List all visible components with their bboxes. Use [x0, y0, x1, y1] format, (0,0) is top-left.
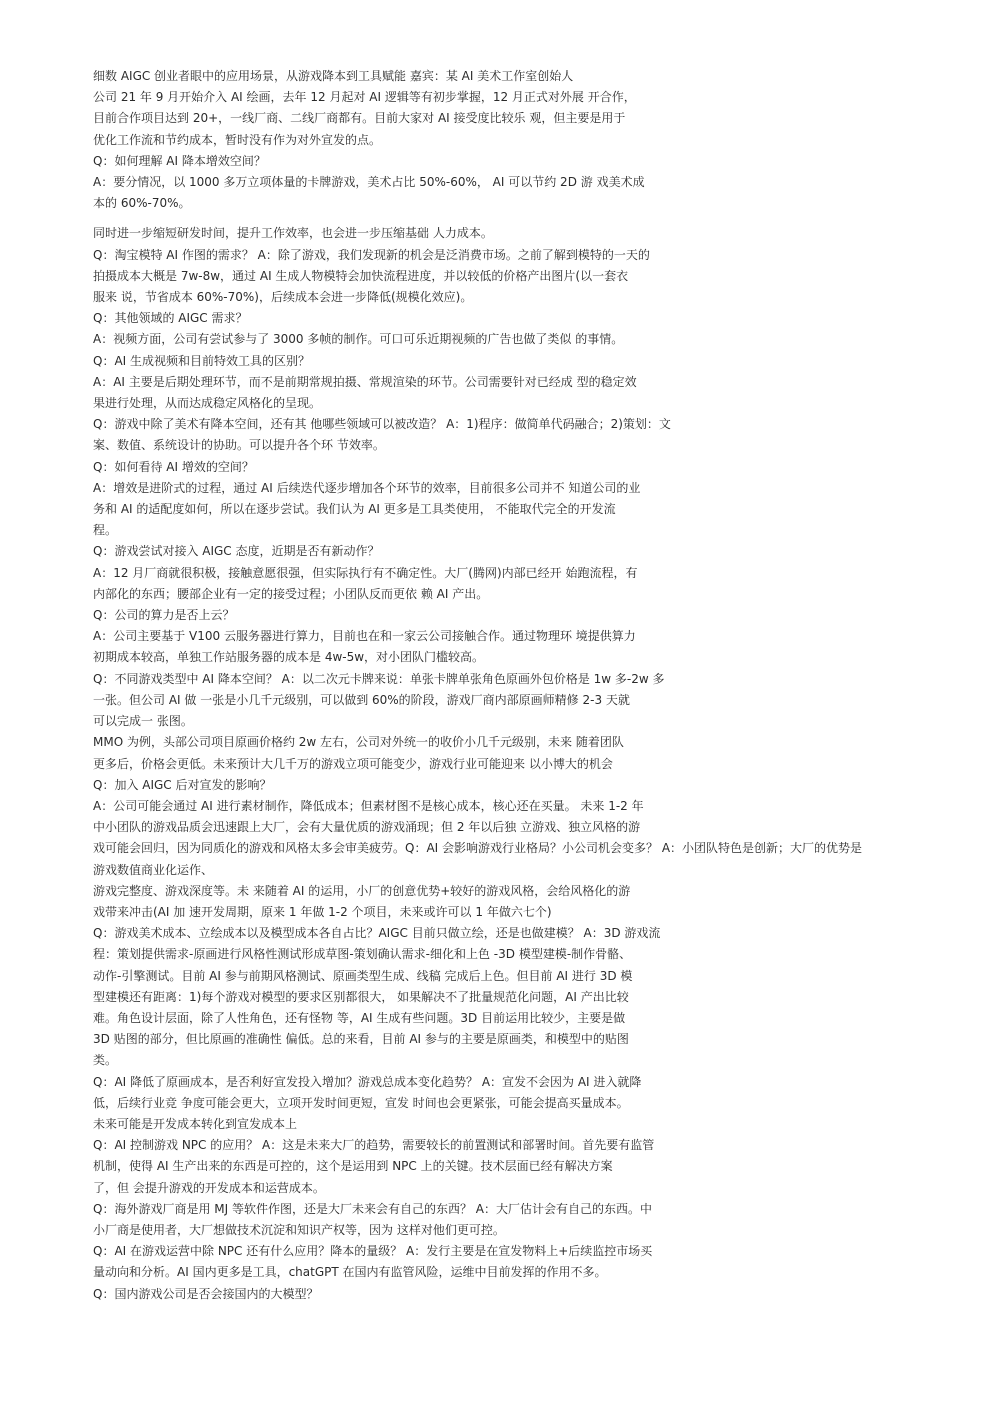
text-line: 了，但 会提升游戏的开发成本和运营成本。 [93, 1180, 325, 1195]
text-line: Q：海外游戏厂商是用 MJ 等软件作图，还是大厂未来会有自己的东西？ A：大厂估计会有自己的东西。中 [93, 1201, 652, 1216]
text-line: 量动向和分析。AI 国内更多是工具，chatGPT 在国内有监管风险，运维中目前发挥的作用不多。 [93, 1265, 607, 1280]
text-line: 内部化的东西；腰部企业有一定的接受过程；小团队反而更依 赖 AI 产出。 [93, 586, 489, 601]
text-line: 务和 AI 的适配度如何，所以在逐步尝试。我们认为 AI 更多是工具类使用， 不能取代完全的开发流 [93, 502, 616, 517]
text-line: Q：淘宝模特 AI 作图的需求？ A：除了游戏，我们发现新的机会是泛消费市场。之前了解到模特的一天的 [93, 247, 650, 262]
text-line: 戏带来冲击(AI 加 速开发周期，原来 1 年做 1-2 个项目，未来或许可以 1 年做六七个) [93, 904, 552, 919]
text-line: 游戏完整度、游戏深度等。未 来随着 AI 的运用，小厂的创意优势+较好的游戏风格，会给风格化的游 [93, 883, 631, 898]
text-line: 案、数值、系统设计的协助。可以提升各个环 节效率。 [93, 438, 385, 453]
text-line: 初期成本较高，单独工作站服务器的成本是 4w-5w，对小团队门槛较高。 [93, 650, 485, 665]
text-line: A：公司主要基于 V100 云服务器进行算力，目前也在和一家云公司接触合作。通过物理环 境提供算力 [93, 629, 636, 644]
text-line: Q：公司的算力是否上云？ [93, 608, 235, 623]
text-line: Q：游戏美术成本、立绘成本以及模型成本各自占比？AIGC 目前只做立绘，还是也做建模？ A：3D 游戏流 [93, 926, 661, 941]
text-line: 程：策划提供需求-原画进行风格性测试形成草图-策划确认需求-细化和上色 -3D 模型建模-制作骨骼、 [93, 947, 632, 962]
text-line: Q：AI 在游戏运营中除 NPC 还有什么应用？降本的量级？ A：发行主要是在宣发物料上+后续监控市场买 [93, 1244, 653, 1259]
text-line: Q：游戏尝试对接入 AIGC 态度，近期是否有新动作？ [93, 544, 380, 559]
paragraph-gap [93, 214, 953, 223]
text-line: 未来可能是开发成本转化到宣发成本上 [93, 1116, 298, 1131]
text-line: A：要分情况，以 1000 多万立项体量的卡牌游戏，美术占比 50%-60%， AI 可以节约 2D 游 戏美术成 [93, 175, 645, 190]
text-line: 目前合作项目达到 20+，一线厂商、二线厂商都有。目前大家对 AI 接受度比较乐 观，但主要是用于 [93, 111, 626, 126]
document-page [93, 66, 953, 1305]
text-line: 拍摄成本大概是 7w-8w，通过 AI 生成人物模特会加快流程进度，并以较低的价格产出图片(以一套衣 [93, 268, 629, 283]
text-line: A：增效是进阶式的过程，通过 AI 后续迭代逐步增加各个环节的效率，目前很多公司并不 知道公司的业 [93, 480, 641, 495]
text-line: 本的 60%-70%。 [93, 196, 191, 211]
text-line: 动作-引擎测试。目前 AI 参与前期风格测试、原画类型生成、线稿 完成后上色。但目前 AI 进行 3D 模 [93, 968, 633, 983]
text-line: 小厂商是使用者，大厂想做技术沉淀和知识产权等，因为 这样对他们更可控。 [93, 1222, 505, 1237]
text-line: Q：如何理解 AI 降本增效空间？ [93, 153, 266, 168]
text-line: Q：国内游戏公司是否会接国内的大模型？ [93, 1286, 319, 1301]
text-line: MMO 为例，头部公司项目原画价格约 2w 左右，公司对外统一的收价小几千元级别，未来 随着团队 [93, 735, 624, 750]
text-line: 游戏数值商业化运作、 [93, 862, 214, 877]
text-line: Q：加入 AIGC 后对宣发的影响？ [93, 777, 272, 792]
text-line: 同时进一步缩短研发时间，提升工作效率，也会进一步压缩基础 人力成本。 [93, 226, 493, 241]
text-line: 低，后续行业竞 争度可能会更大，立项开发时间更短，宣发 时间也会更紧张，可能会提高买量成本。 [93, 1095, 629, 1110]
text-line: 一张。但公司 AI 做 一张是小几千元级别，可以做到 60%的阶段，游戏厂商内部原画师精修 2-3 天就 [93, 692, 630, 707]
document-section-intro [93, 66, 953, 214]
text-line: 可以完成一 张图。 [93, 714, 193, 729]
text-line: Q：如何看待 AI 增效的空间？ [93, 459, 254, 474]
text-line: 优化工作流和节约成本，暂时没有作为对外宣发的点。 [93, 132, 382, 147]
text-line: Q：AI 控制游戏 NPC 的应用？ A：这是未来大厂的趋势，需要较长的前置测试和部署时间。首先要有监管 [93, 1138, 655, 1153]
text-line: 服来 说，节省成本 60%-70%)，后续成本会进一步降低(规模化效应)。 [93, 290, 473, 305]
text-line: 细数 AIGC 创业者眼中的应用场景，从游戏降本到工具赋能 嘉宾：某 AI 美术工作室创始人 [93, 69, 574, 83]
text-line: 公司 21 年 9 月开始介入 AI 绘画，去年 12 月起对 AI 逻辑等有初步掌握，12 月正式对外展 开合作， [93, 90, 636, 105]
text-line: A：12 月厂商就很积极，接触意愿很强，但实际执行有不确定性。大厂(腾网)内部已经开 始跑流程，有 [93, 565, 638, 580]
text-line: A：公司可能会通过 AI 进行素材制作，降低成本；但素材图不是核心成本，核心还在买量。 未来 1-2 年 [93, 798, 644, 813]
text-line: 难。角色设计层面，除了人性角色，还有怪物 等，AI 生成有些问题。3D 目前运用比较少，主要是做 [93, 1010, 626, 1025]
text-line: Q：AI 降低了原画成本，是否利好宣发投入增加？游戏总成本变化趋势？ A：宣发不会因为 AI 进入就降 [93, 1074, 642, 1089]
text-line: 类。 [93, 1053, 118, 1068]
text-line: 更多后，价格会更低。未来预计大几千万的游戏立项可能变少，游戏行业可能迎来 以小博大的机会 [93, 756, 613, 771]
text-line: 果进行处理，从而达成稳定风格化的呈现。 [93, 396, 322, 411]
text-line: Q：其他领域的 AIGC 需求？ [93, 311, 248, 326]
document-section-qa [93, 223, 953, 1304]
text-line: 3D 贴图的部分，但比原画的准确性 偏低。总的来看，目前 AI 参与的主要是原画类，和模型中的贴图 [93, 1032, 629, 1047]
text-line: 戏可能会回归，因为同质化的游戏和风格太多会审美疲劳。Q：AI 会影响游戏行业格局？小公司机会变多？ A：小团队特色是创新；大厂的优势是 [93, 841, 863, 856]
text-line: 中小团队的游戏品质会迅速跟上大厂，会有大量优质的游戏涌现；但 2 年以后独 立游戏、独立风格的游 [93, 820, 641, 835]
text-line: 型建模还有距离：1)每个游戏对模型的要求区别都很大， 如果解决不了批量规范化问题，AI 产出比较 [93, 989, 629, 1004]
text-line: Q：游戏中除了美术有降本空间，还有其 他哪些领域可以被改造？ A：1)程序：做简单代码融合；2)策划：文 [93, 417, 671, 432]
text-line: 机制，使得 AI 生产出来的东西是可控的，这个是运用到 NPC 上的关键。技术层面已经有解决方案 [93, 1159, 613, 1174]
text-line: A：视频方面，公司有尝试参与了 3000 多帧的制作。可口可乐近期视频的广告也做了类似 的事情。 [93, 332, 624, 347]
text-line: Q：不同游戏类型中 AI 降本空间？ A：以二次元卡牌来说：单张卡牌单张角色原画外包价格是 1w 多-2w 多 [93, 671, 665, 686]
text-line: A：AI 主要是后期处理环节，而不是前期常规拍摄、常规渲染的环节。公司需要针对已经成 型的稳定效 [93, 374, 637, 389]
text-line: Q：AI 生成视频和目前特效工具的区别？ [93, 353, 311, 368]
text-line: 程。 [93, 523, 118, 538]
